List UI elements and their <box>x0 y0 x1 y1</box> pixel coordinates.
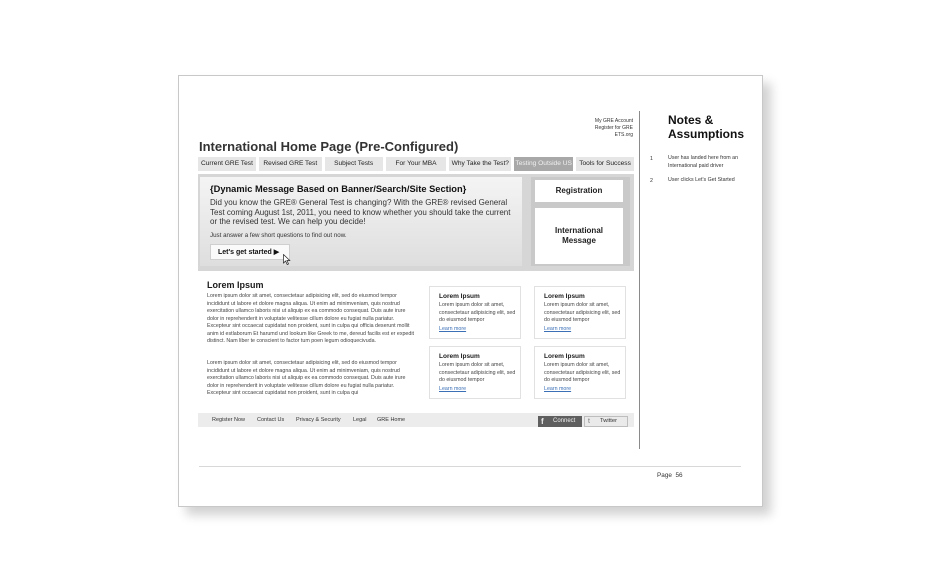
learn-more-link[interactable]: Learn more <box>544 386 572 392</box>
note-text: User has landed here from an International paid driver <box>668 155 739 169</box>
notes-title-text: Notes & Assumptions <box>668 113 745 141</box>
facebook-icon: f <box>541 417 544 426</box>
content-heading: Lorem Ipsum <box>207 280 264 290</box>
content-paragraph-2: Lorem ipsum dolor sit amet, consectetaur adipisicing elit, sed do eiusmod tempor incididunt ut labore et dolore magna aliqua. Ut enim ad minimveniam, quis nostrud exercitation ullamco laboris nisi ut aliquip ex ea commodo consequat. Duis aute irure dolor in reprehenderit in voluptate velitesse cillum dolore eu fugiat nulla pariatur. Excepteur sint occaecat cupidatat non proident, sunt in culpa qui <box>207 360 406 396</box>
tab-subject-tests[interactable]: Subject Tests <box>325 157 386 171</box>
site-footer <box>198 413 634 427</box>
facebook-connect-button[interactable] <box>538 416 582 427</box>
footer-register-now-link[interactable]: Register Now <box>212 417 246 423</box>
notes-title <box>668 114 748 141</box>
twitter-icon: t <box>588 418 590 425</box>
tab-testing-outside-us[interactable]: Testing Outside US <box>514 157 576 171</box>
card-text: Lorem ipsum dolor sit amet, consectetaur adipisicing elit, sed do eiusmod tempor <box>439 302 516 324</box>
hero-body: Did you know the GRE® General Test is changing? With the GRE® revised General Test coming August 1st, 2011, you need to know whether you should take the current or the revised test. We can help you decide! <box>210 198 511 227</box>
facebook-connect-label: Connect <box>553 418 576 424</box>
note-number: 2 <box>650 178 653 184</box>
hero-title: {Dynamic Message Based on Banner/Search/Site Section} <box>210 184 467 194</box>
card-text: Lorem ipsum dolor sit amet, consectetaur adipisicing elit, sed do eiusmod tempor <box>439 362 516 384</box>
registration-box[interactable]: Registration <box>535 180 623 202</box>
footer-legal-link[interactable]: Legal <box>353 417 367 423</box>
hero-banner <box>198 174 634 271</box>
notes-divider <box>639 111 640 449</box>
twitter-button[interactable] <box>584 416 628 427</box>
hero-subtext: Just answer a few short questions to find out now. <box>210 232 347 239</box>
twitter-label: Twitter <box>600 418 618 424</box>
page-title: International Home Page (Pre-Configured) <box>199 139 459 154</box>
content-paragraph-1: Lorem ipsum dolor sit amet, consectetaur adipisicing elit, sed do eiusmod tempor incididunt ut labore et dolore magna aliqua. Ut enim ad minimveniam, quis nostrud exercitation ullamco laboris nisi ut aliquip ex ea commodo consequat. Duis aute irure dolor in reprehenderit in voluptate velitesse cillum dolore eu fugiat nulla pariatur. Excepteur sint occaecat cupidatat non proident, sunt in culpa qui officia deserunt mollit anim id estlaborum Et harumd und lookum like Greek to me, dereud facilis est er expedit distinct. Nam liber te conscient to factor tum poen legum odioquecivuda. <box>207 293 414 344</box>
tab-why-take-the-test[interactable]: Why Take the Test? <box>449 157 514 171</box>
promo-card <box>534 346 626 399</box>
promo-card <box>429 346 521 399</box>
register-for-gre-link[interactable]: Register for GRE <box>594 125 633 131</box>
page-number <box>657 472 683 479</box>
utility-links <box>589 118 633 139</box>
card-title: Lorem Ipsum <box>544 353 585 360</box>
footer-privacy-security-link[interactable]: Privacy & Security <box>296 417 341 423</box>
footer-contact-us-link[interactable]: Contact Us <box>257 417 285 423</box>
card-text: Lorem ipsum dolor sit amet, consectetaur adipisicing elit, sed do eiusmod tempor <box>544 302 621 324</box>
page-footer-rule <box>199 466 741 467</box>
mouse-cursor-icon <box>283 254 291 265</box>
lets-get-started-button[interactable]: Let's get started ▶ <box>210 244 290 260</box>
tab-for-your-mba[interactable]: For Your MBA <box>386 157 450 171</box>
tab-revised-gre-test[interactable]: Revised GRE Test <box>259 157 325 171</box>
card-title: Lorem Ipsum <box>544 293 585 300</box>
hero-side-panel <box>531 177 630 266</box>
footer-gre-home-link[interactable]: GRE Home <box>377 417 406 423</box>
card-title: Lorem Ipsum <box>439 353 480 360</box>
page-label: Page <box>657 472 672 479</box>
tab-tools-for-success[interactable]: Tools for Success <box>576 157 634 171</box>
international-message-box <box>535 208 623 264</box>
dynamic-message-panel <box>200 177 522 266</box>
international-message-label: International Message <box>554 226 603 245</box>
tab-current-gre-test[interactable]: Current GRE Test <box>198 157 259 171</box>
my-gre-account-link[interactable]: My GRE Account <box>594 118 633 124</box>
card-text: Lorem ipsum dolor sit amet, consectetaur adipisicing elit, sed do eiusmod tempor <box>544 362 621 384</box>
note-text: User clicks Let's Get Started <box>668 177 735 183</box>
learn-more-link[interactable]: Learn more <box>439 326 467 332</box>
page-number-value: 56 <box>675 472 683 479</box>
learn-more-link[interactable]: Learn more <box>544 326 572 332</box>
note-number: 1 <box>650 156 653 162</box>
ets-org-link[interactable]: ETS.org <box>614 132 633 138</box>
learn-more-link[interactable]: Learn more <box>439 386 467 392</box>
main-nav <box>198 157 634 171</box>
promo-card <box>534 286 626 339</box>
promo-card <box>429 286 521 339</box>
wireframe-page <box>178 75 763 507</box>
card-title: Lorem Ipsum <box>439 293 480 300</box>
